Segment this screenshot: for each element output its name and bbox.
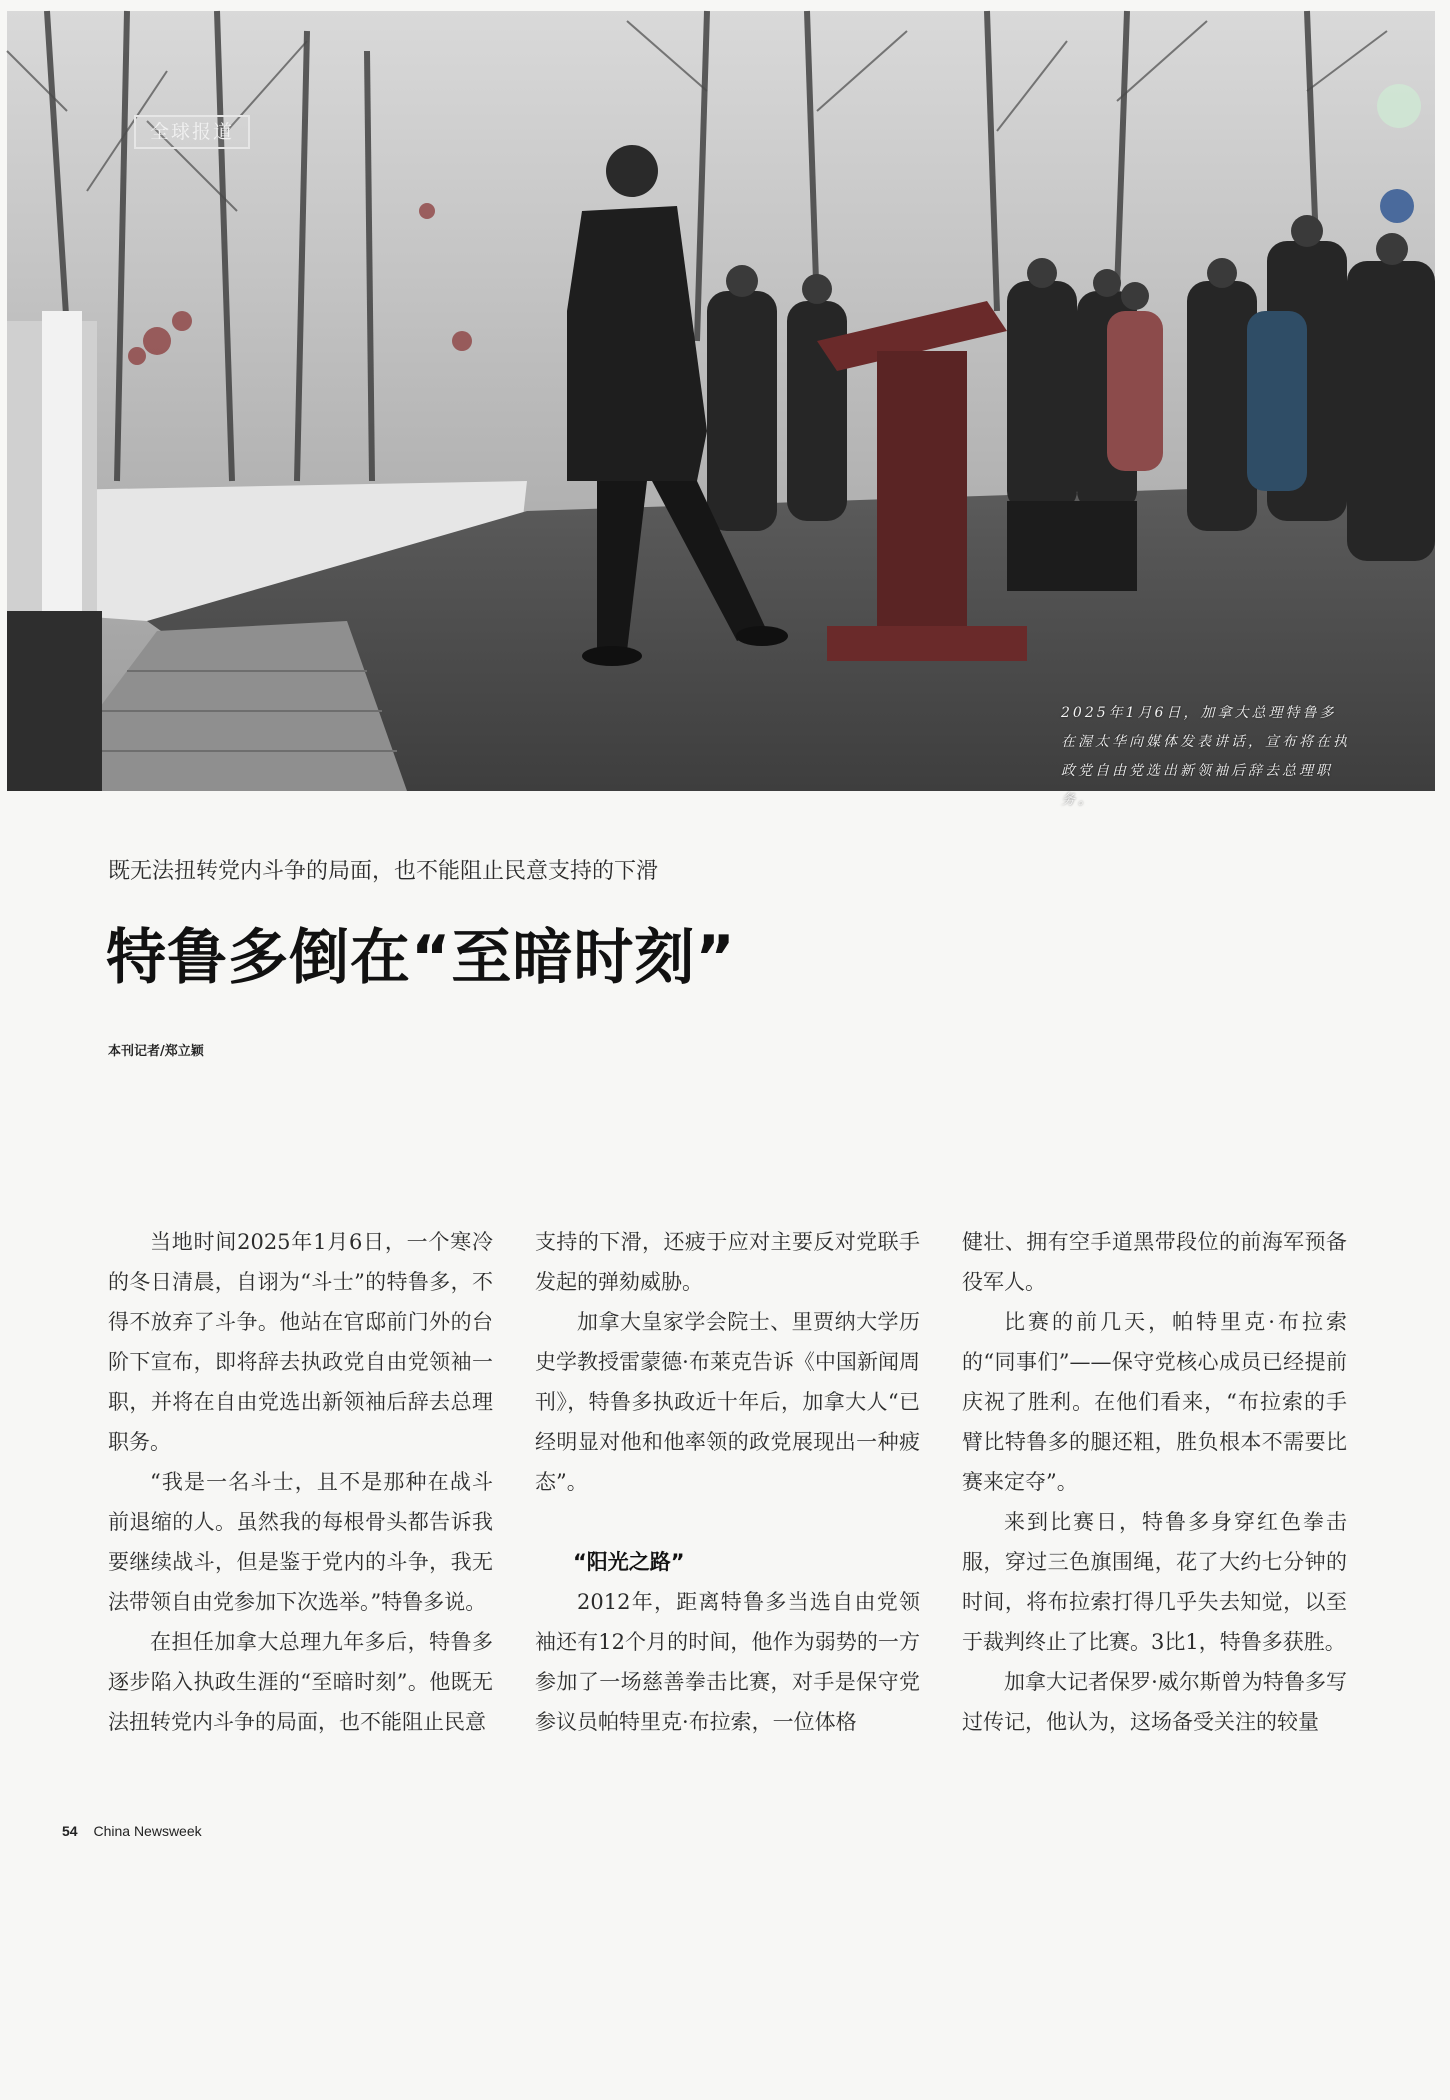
article-kicker: 既无法扭转党内斗争的局面，也不能阻止民意支持的下滑 [108,859,659,884]
article-byline: 本刊记者/郑立颖 [108,1044,204,1059]
paragraph-continued: 支持的下滑，还疲于应对主要反对党联手发起的弹劾威胁。 [535,1230,920,1294]
paragraph: 在担任加拿大总理九年多后，特鲁多逐步陷入执政生涯的“至暗时刻”。他既无法扭转党内斗争的局面，也不能阻止民意 [108,1630,493,1734]
hero-photo [7,11,1435,808]
body-column-1 [108,1222,493,1742]
paragraph: “我是一名斗士，且不是那种在战斗前退缩的人。虽然我的每根骨头都告诉我要继续战斗，但是鉴于党内的斗争，我无法带领自由党参加下次选举。”特鲁多说。 [108,1470,493,1614]
magazine-name: China Newsweek [93,1823,202,1839]
paragraph: 加拿大皇家学会院士、里贾纳大学历史学教授雷蒙德·布莱克告诉《中国新闻周刊》，特鲁多执政近十年后，加拿大人“已经明显对他和他率领的政党展现出一种疲态”。 [535,1310,920,1494]
body-column-3 [962,1222,1347,1742]
paragraph: 加拿大记者保罗·威尔斯曾为特鲁多写过传记，他认为，这场备受关注的较量 [962,1670,1347,1734]
section-subhead: “阳光之路” [573,1550,685,1574]
page-folio [62,1823,202,1839]
article-headline: 特鲁多倒在“至暗时刻” [106,923,736,993]
paragraph: 2012年，距离特鲁多当选自由党领袖还有12个月的时间，他作为弱势的一方参加了一场慈善拳击比赛，对手是保守党参议员帕特里克·布拉索，一位体格 [535,1590,920,1734]
body-column-2 [535,1222,920,1742]
section-tag: 全球报道 [134,115,250,149]
paragraph: 比赛的前几天，帕特里克·布拉索的“同事们”——保守党核心成员已经提前庆祝了胜利。在他们看来，“布拉索的手臂比特鲁多的腿还粗，胜负根本不需要比赛来定夺”。 [962,1310,1347,1494]
photo-caption: 2025年1月6日，加拿大总理特鲁多在渥太华向媒体发表讲话，宣布将在执政党自由党选出新领袖后辞去总理职务。 [1061,705,1350,808]
paragraph: 来到比赛日，特鲁多身穿红色拳击服，穿过三色旗围绳，花了大约七分钟的时间，将布拉索打得几乎失去知觉，以至于裁判终止了比赛。3比1，特鲁多获胜。 [962,1510,1347,1654]
page-number: 54 [62,1823,78,1839]
paragraph-continued: 健壮、拥有空手道黑带段位的前海军预备役军人。 [962,1230,1347,1294]
paragraph: 当地时间2025年1月6日，一个寒冷的冬日清晨，自诩为“斗士”的特鲁多，不得不放弃了斗争。他站在官邸前门外的台阶下宣布，即将辞去执政党自由党领袖一职，并将在自由党选出新领袖后辞去总理职务。 [108,1230,493,1454]
